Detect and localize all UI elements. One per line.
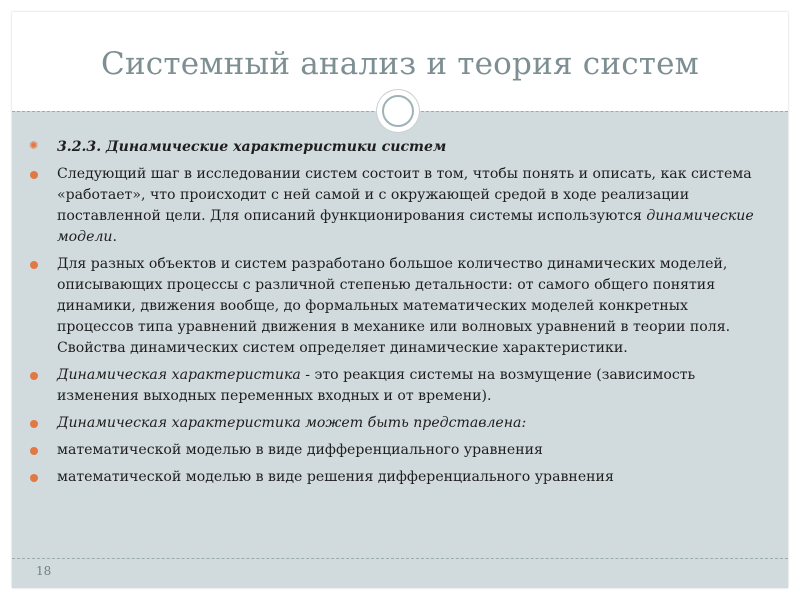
dot-bullet-icon [30,171,38,179]
list-item [28,164,768,248]
slide [12,12,788,588]
dot-bullet-icon [30,261,38,269]
list-item [28,254,768,359]
list-item [28,440,768,461]
list-item-text: математической моделью в виде дифференциального уравнения [57,442,543,458]
list-item-text: Для разных объектов и систем разработано большое количество динамических моделей, описывающих процессы с различной степенью детальности: от самого общего понятия динамики, движения вообще, до формальных математических моделей конкретных процессов типа уравнений движения в механике или волновых уравнений в теории поля. Свойства динамических систем определяет динамические характеристики. [57,256,731,356]
dot-bullet-icon [30,474,38,482]
list-item-text: Динамическая характеристика может быть представлена: [57,415,527,431]
list-item [28,467,768,488]
list-item-text: Следующий шаг в исследовании систем состоит в том, чтобы понять и описать, как система «работает», что происходит с ней самой и с окружающей средой в ходе реализации поставленной цели. Для описаний функционирования системы используются [57,166,752,224]
list-item-text: - это реакция системы на возмущение (зависимость изменения выходных переменных входных и от времени). [57,367,696,404]
footer-divider [12,558,788,559]
list-item-text: 3.2.3. Динамические характеристики систем [57,139,447,155]
list-item-text: динамические модели [57,208,754,245]
circle-ornament-icon [377,90,419,132]
bullet-list [28,137,768,494]
slide-title: Системный анализ и теория систем [101,46,699,82]
list-item-text: . [112,229,117,245]
list-item [28,137,768,158]
ring-icon [382,95,414,127]
dot-bullet-icon [30,447,38,455]
page-number: 18 [36,564,52,578]
list-item [28,413,768,434]
list-item [28,365,768,407]
list-item-text: Динамическая характеристика [57,367,301,383]
list-item-text: математической моделью в виде решения дифференциального уравнения [57,469,614,485]
dot-bullet-icon [30,372,38,380]
star-bullet-icon: ✺ [29,139,39,152]
dot-bullet-icon [30,420,38,428]
